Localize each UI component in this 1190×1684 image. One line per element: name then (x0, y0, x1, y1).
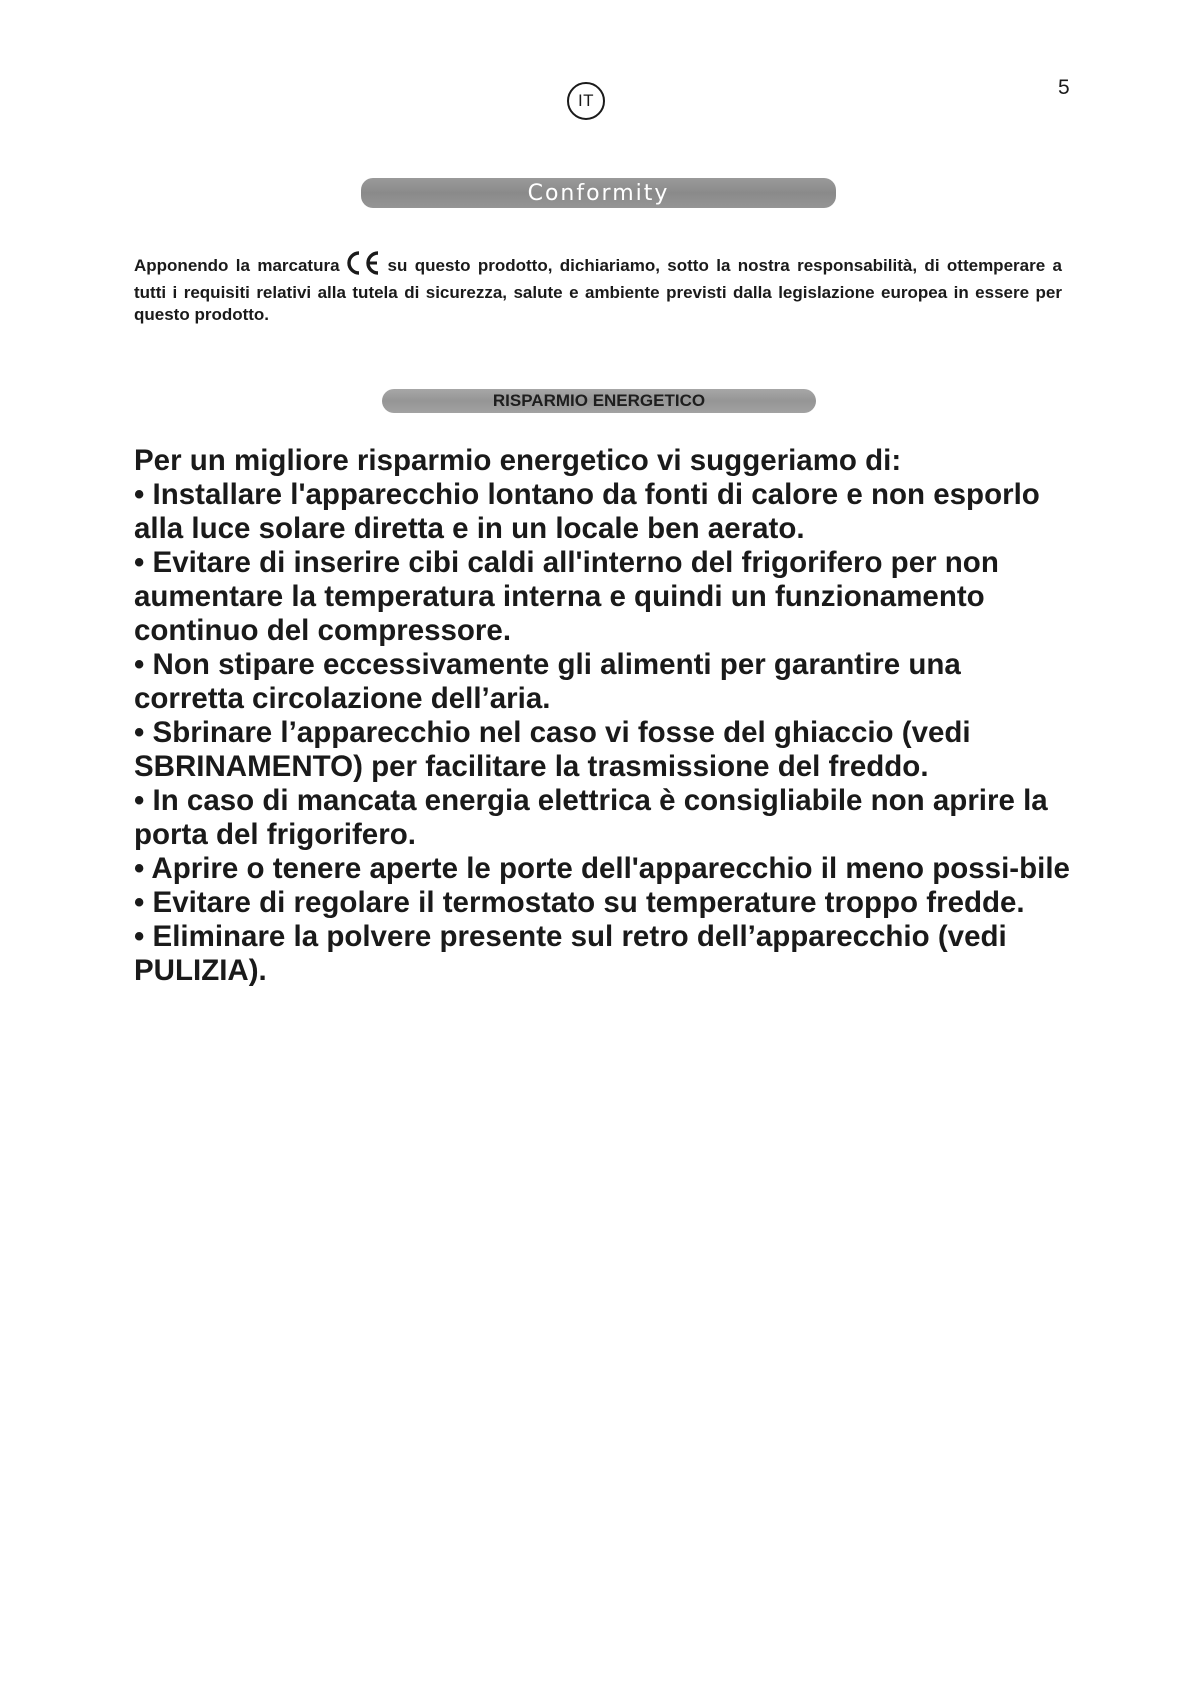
energy-saving-banner (382, 389, 816, 413)
ce-mark-icon (344, 250, 382, 282)
language-badge (567, 82, 605, 120)
list-item: • Sbrinare l’apparecchio nel caso vi fosse del ghiaccio (vedi SBRINAMENTO) per facilitare la trasmissione del freddo. (134, 716, 971, 783)
conformity-text-before: Apponendo la marcatura (134, 256, 340, 275)
list-item: • Eliminare la polvere presente sul retro dell’apparecchio (vedi PULIZIA). (134, 920, 1007, 987)
list-item: • Non stipare eccessivamente gli alimenti per garantire una corretta circolazione dell’aria. (134, 648, 961, 715)
page-number: 5 (1058, 76, 1070, 99)
list-item: • In caso di mancata energia elettrica è consigliabile non aprire la porta del frigorifero. (134, 784, 1048, 851)
list-item: • Aprire o tenere aperte le porte dell'apparecchio il meno possi-bile (134, 852, 1070, 885)
conformity-text-after: su questo prodotto, dichiariamo, sotto la nostra responsabilità, di ottemperare a tutti i requisiti relativi alla tutela di sicurezza, salute e ambiente previsti dalla legislazione europea in essere per questo prodotto. (134, 256, 1062, 324)
list-item: • Evitare di inserire cibi caldi all'interno del frigorifero per non aumentare la temperatura interna e quindi un funzionamento continuo del compressore. (134, 546, 999, 647)
energy-saving-intro: Per un migliore risparmio energetico vi suggeriamo di: (134, 444, 902, 477)
energy-saving-title: RISPARMIO ENERGETICO (492, 391, 706, 410)
language-code: IT (577, 91, 595, 110)
list-item: • Evitare di regolare il termostato su temperature troppo fredde. (134, 886, 1025, 919)
conformity-banner (361, 178, 836, 208)
list-item: • Installare l'apparecchio lontano da fonti di calore e non esporlo alla luce solare diretta e in un locale ben aerato. (134, 478, 1040, 545)
conformity-title: Conformity (527, 180, 670, 206)
energy-saving-list (134, 444, 1074, 988)
conformity-paragraph (134, 250, 1062, 326)
